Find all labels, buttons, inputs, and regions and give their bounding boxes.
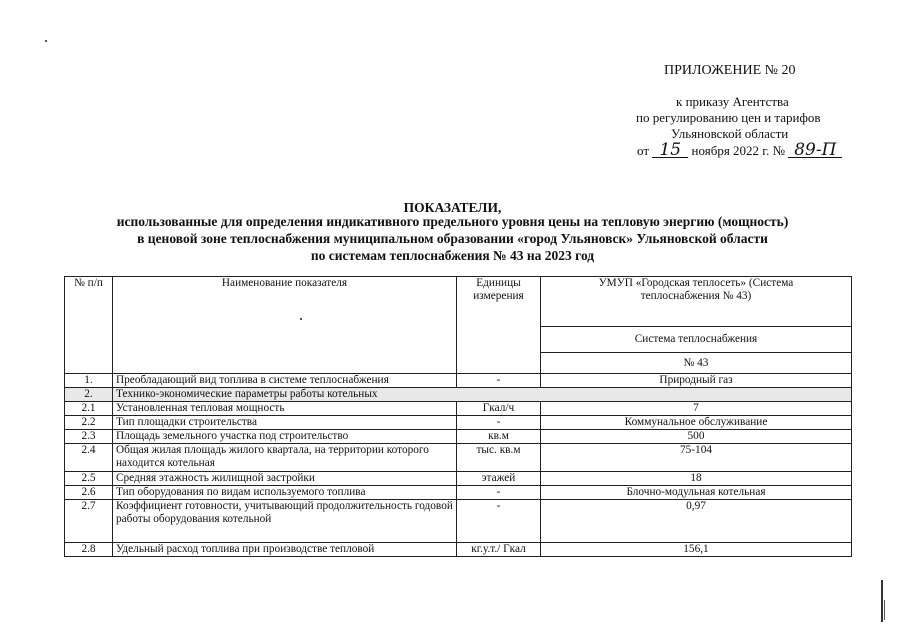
table-row (65, 500, 852, 543)
row-name: Средняя этажность жилищной застройки (113, 472, 457, 486)
row-num: 2. (65, 388, 113, 402)
row-num: 2.4 (65, 444, 113, 472)
handwritten-order-number: 89-П (788, 143, 842, 158)
row-value: Природный газ (541, 374, 852, 388)
row-value: Блочно-модульная котельная (541, 486, 852, 500)
order-line-2: по регулированию цен и тарифов (636, 110, 821, 125)
row-num: 2.5 (65, 472, 113, 486)
row-name: Тип площадки строительства (113, 416, 457, 430)
doc-subtitle-3: по системам теплоснабжения № 43 на 2023 год (310, 248, 595, 263)
row-value: 500 (541, 430, 852, 444)
table-row (65, 374, 852, 388)
row-unit: кг.у.т./ Гкал (457, 543, 541, 557)
date-rest: ноября 2022 г. № (691, 143, 786, 158)
doc-subtitle-1: использованные для определения индикативного предельного уровня цены на тепловую энергию (мощность) (116, 214, 789, 229)
row-unit: этажей (457, 472, 541, 486)
header-num: № п/п (65, 277, 113, 374)
row-unit: кв.м (457, 430, 541, 444)
row-name: Общая жилая площадь жилого квартала, на территории которого находится котельная (113, 444, 457, 472)
row-num: 1. (65, 374, 113, 388)
row-num: 2.3 (65, 430, 113, 444)
table-header-row (65, 277, 852, 327)
doc-title: ПОКАЗАТЕЛИ, (403, 200, 502, 215)
row-unit: - (457, 416, 541, 430)
row-value: 0,97 (541, 500, 852, 543)
row-value: 75-104 (541, 444, 852, 472)
row-value: 156,1 (541, 543, 852, 557)
row-name: Преобладающий вид топлива в системе теплоснабжения (113, 374, 457, 388)
row-unit: Гкал/ч (457, 402, 541, 416)
row-num: 2.1 (65, 402, 113, 416)
handwritten-day: 15 (652, 143, 688, 158)
table-row (65, 430, 852, 444)
row-value: 7 (541, 402, 852, 416)
scan-edge-mark (884, 600, 885, 620)
header-system-number: № 43 (541, 353, 852, 374)
row-unit: - (457, 374, 541, 388)
order-date-line (637, 140, 842, 160)
table-row (65, 543, 852, 557)
row-value: Коммунальное обслуживание (541, 416, 852, 430)
row-unit: - (457, 486, 541, 500)
header-org: УМУП «Городская теплосеть» (Система теплоснабжения № 43) (541, 277, 852, 327)
doc-subtitle-2: в ценовой зоне теплоснабжения муниципальном образовании «город Ульяновск» Ульяновской области (137, 231, 768, 246)
appendix-number: ПРИЛОЖЕНИЕ № 20 (664, 63, 796, 78)
row-name: Установленная тепловая мощность (113, 402, 457, 416)
order-line-3: Ульяновской области (671, 126, 789, 141)
row-unit: тыс. кв.м (457, 444, 541, 472)
row-name: Коэффициент готовности, учитывающий продолжительность годовой работы оборудования котельной (113, 500, 457, 543)
table-row (65, 444, 852, 472)
table-row (65, 472, 852, 486)
header-system-label: Система теплоснабжения (541, 327, 852, 353)
row-num: 2.8 (65, 543, 113, 557)
indicators-table (64, 276, 852, 557)
row-num: 2.6 (65, 486, 113, 500)
scan-edge-mark (881, 580, 883, 622)
row-name: Технико-экономические параметры работы котельных (113, 388, 852, 402)
row-unit: - (457, 500, 541, 543)
table-row (65, 402, 852, 416)
row-name: Тип оборудования по видам используемого топлива (113, 486, 457, 500)
row-num: 2.2 (65, 416, 113, 430)
row-name: Удельный расход топлива при производстве тепловой (113, 543, 457, 557)
header-name: Наименование показателя (113, 277, 457, 374)
table-row (65, 416, 852, 430)
table-section-row (65, 388, 852, 402)
table-row (65, 486, 852, 500)
scan-dot (45, 40, 47, 42)
row-value: 18 (541, 472, 852, 486)
header-unit: Единицы измерения (457, 277, 541, 374)
scan-dot (300, 318, 302, 320)
row-name: Площадь земельного участка под строительство (113, 430, 457, 444)
row-num: 2.7 (65, 500, 113, 543)
date-prefix: от (637, 143, 650, 158)
order-line-1: к приказу Агентства (676, 94, 789, 109)
